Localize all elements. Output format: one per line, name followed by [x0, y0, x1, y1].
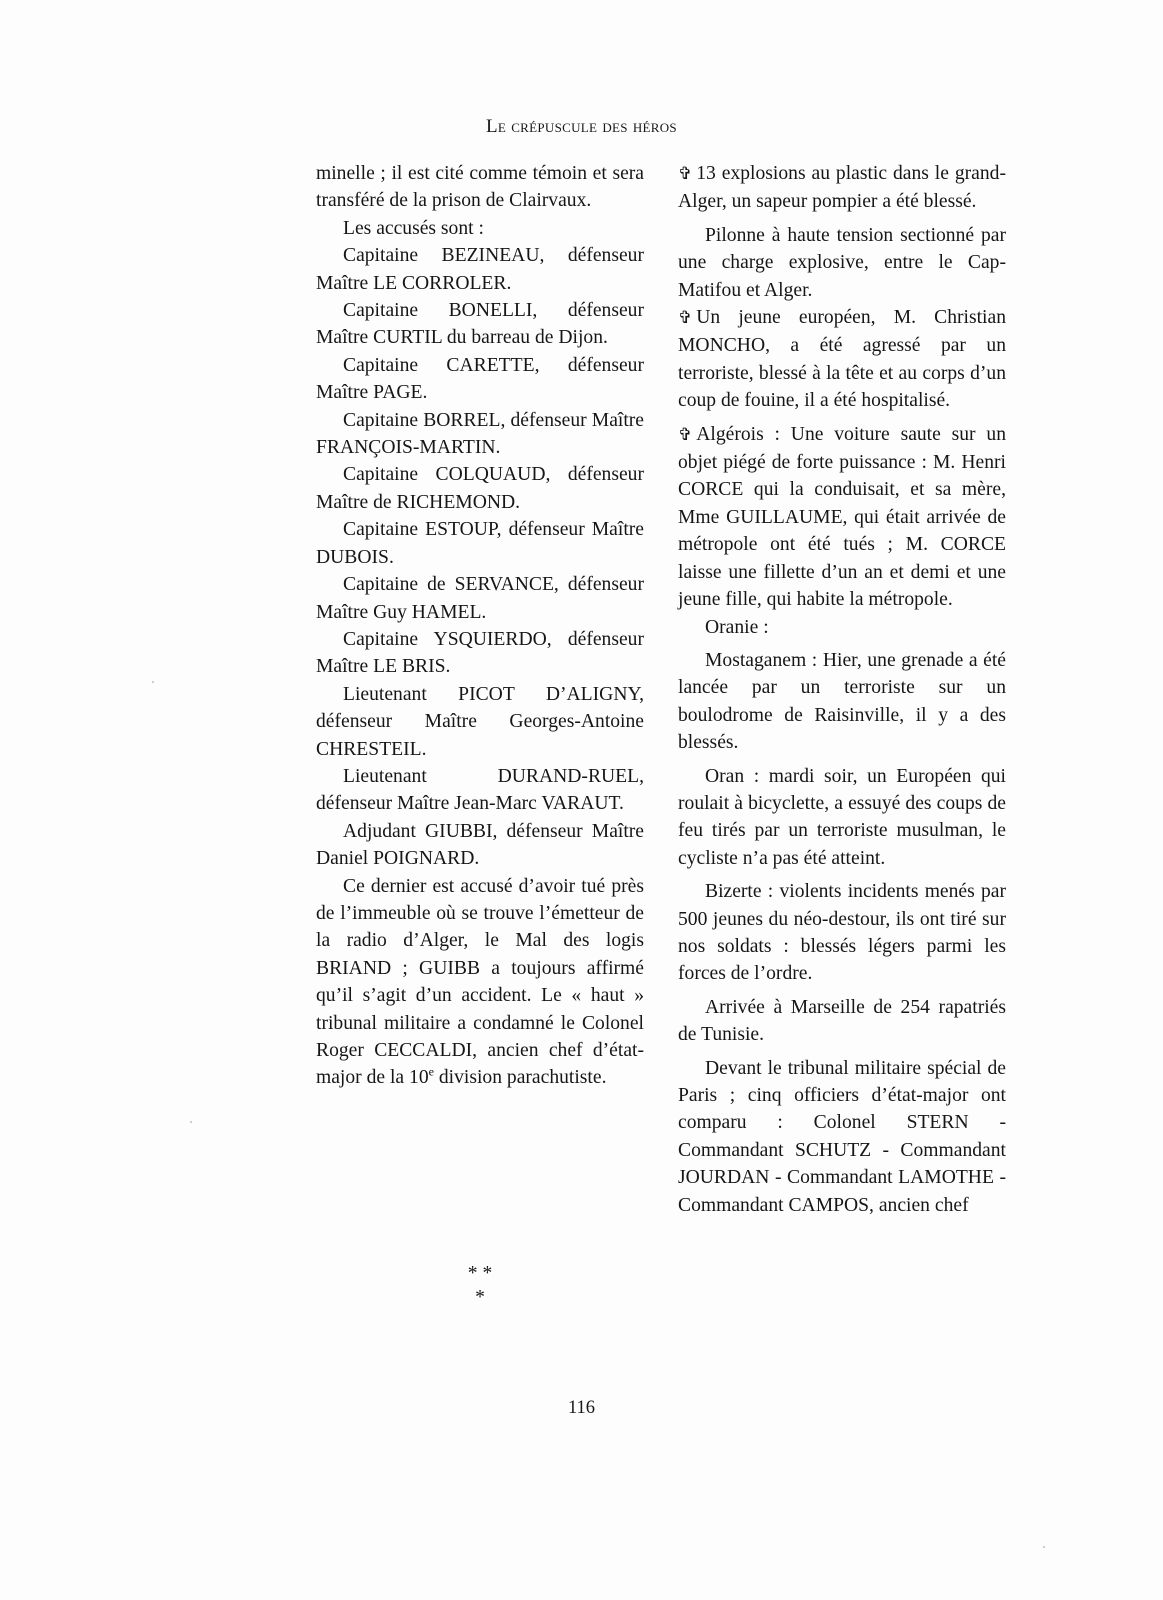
cross-icon: ✞: [678, 308, 693, 329]
left-paragraph-9: Capitaine de SERVANCE, défenseur Maître Guy HAMEL.: [316, 574, 644, 623]
asterism-bottom: *: [475, 1287, 485, 1308]
right-paragraph-4-text: Algérois : Une voiture saute sur un objet piégé de forte puissance : M. Henri CORCE qui la conduisait, et sa mère, Mme GUILLAUME, qui était arrivée de métropole ont été tués ; M. CORCE laisse une fillette d’un an et demi et une jeune fille, qui habite la métropole.: [678, 423, 1006, 611]
left-column: [316, 160, 644, 1092]
right-paragraph-2: Pilonne à haute tension sectionné par une charge explosive, entre le Cap-Matifou et Alger.: [678, 224, 1006, 301]
right-paragraph-1: [678, 160, 1006, 216]
left-paragraph-2: Les accusés sont :: [343, 217, 484, 239]
right-paragraph-5: Oranie :: [705, 616, 769, 638]
right-paragraph-10: Devant le tribunal militaire spécial de Paris ; cinq officiers d’état-major ont comparu : Colonel STERN - Commandant SCHUTZ - Commandant JOURDAN - Commandant LAMOTHE - Commandant CAMPOS, ancien chef: [678, 1057, 1006, 1216]
asterism-top: * *: [467, 1263, 493, 1284]
right-paragraph-3-text: Un jeune européen, M. Christian MONCHO, a été agressé par un terroriste, blessé à la tête et au corps d’un coup de fouine, il a été hospitalisé.: [678, 307, 1006, 412]
left-paragraph-10: Capitaine YSQUIERDO, défenseur Maître LE BRIS.: [316, 628, 644, 678]
cross-icon: ✞: [678, 424, 693, 445]
left-paragraph-13: Adjudant GIUBBI, défenseur Maître Daniel POIGNARD.: [316, 820, 644, 870]
left-paragraph-7: Capitaine COLQUAUD, défenseur Maître de RICHEMOND.: [316, 464, 644, 513]
right-paragraph-1-text: 13 explosions au plastic dans le grand-Alger, un sapeur pompier a été blessé.: [678, 163, 1006, 213]
running-head: [0, 116, 1163, 138]
ordinal-superscript: e: [428, 1064, 434, 1079]
cross-icon: ✞: [678, 164, 693, 184]
left-paragraph-14: [316, 873, 644, 1092]
right-paragraph-3: [678, 304, 1006, 415]
left-paragraph-11: Lieutenant PICOT D’ALIGNY, défenseur Maître Georges-Antoine CHRESTEIL.: [316, 683, 644, 760]
left-paragraph-4: Capitaine BONELLI, défenseur Maître CURTIL du barreau de Dijon.: [316, 300, 644, 349]
right-column: [678, 160, 1006, 1219]
scan-speck: [1043, 1546, 1045, 1548]
left-paragraph-14-end: division parachutiste.: [433, 1067, 607, 1089]
left-paragraph-1: minelle ; il est cité comme témoin et sera transféré de la prison de Clairvaux.: [316, 163, 644, 212]
left-paragraph-8: Capitaine ESTOUP, défenseur Maître DUBOIS.: [316, 519, 644, 568]
right-paragraph-6: Mostaganem : Hier, une grenade a été lancée par un terroriste sur un boulodrome de Raisinville, il y a des blessés.: [678, 649, 1006, 754]
right-paragraph-7: Oran : mardi soir, un Européen qui roulait à bicyclette, a essuyé des coups de feu tirés par un terroriste musulman, le cycliste n’a pas été atteint.: [678, 765, 1006, 869]
running-head-title: e crépuscule des héros: [497, 116, 677, 137]
scan-speck: [152, 681, 154, 683]
section-break-asterism: [316, 1262, 644, 1310]
left-paragraph-14-text: Ce dernier est accusé d’avoir tué près de l’immeuble où se trouve l’émetteur de la radio d’Alger, le Mal des logis BRIAND ; GUIBB a toujours affirmé qu’il s’agit d’un accident. Le « haut » tribunal militaire a condamné le Colonel Roger CECCALDI, ancien chef d’état-major de la 10: [316, 875, 644, 1089]
left-paragraph-6: Capitaine BORREL, défenseur Maître FRANÇOIS-MARTIN.: [316, 409, 644, 459]
right-paragraph-4: [678, 421, 1006, 614]
left-paragraph-3: Capitaine BEZINEAU, défenseur Maître LE CORROLER.: [316, 245, 644, 294]
right-paragraph-9: Arrivée à Marseille de 254 rapatriés de Tunisie.: [678, 996, 1006, 1046]
left-paragraph-12: Lieutenant DURAND-RUEL, défenseur Maître Jean-Marc VARAUT.: [316, 765, 644, 815]
running-head-initial: L: [486, 116, 498, 137]
right-paragraph-8: Bizerte : violents incidents menés par 500 jeunes du néo-destour, ils ont tiré sur nos soldats : blessés légers parmi les forces de l’ordre.: [678, 881, 1006, 985]
left-paragraph-5: Capitaine CARETTE, défenseur Maître PAGE.: [316, 354, 644, 404]
page-number: 116: [567, 1398, 596, 1418]
scan-speck: [190, 1121, 192, 1123]
